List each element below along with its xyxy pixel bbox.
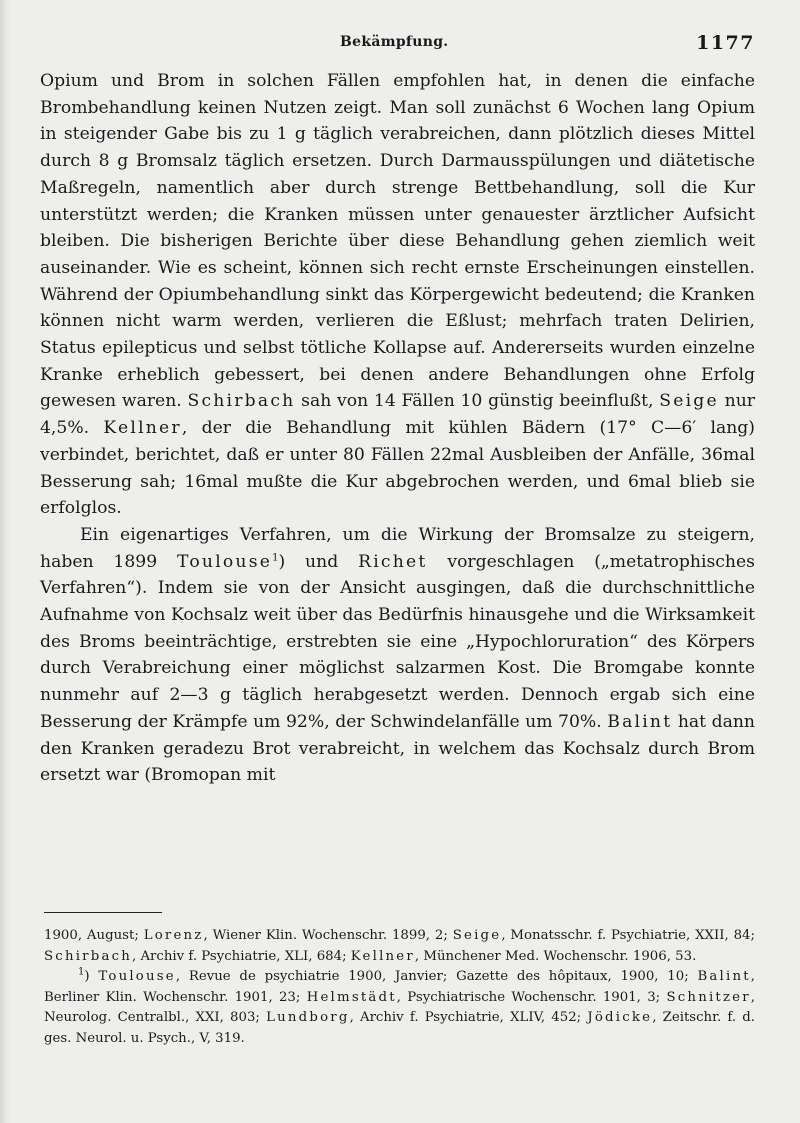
author-name: Seige xyxy=(659,391,719,412)
footnote-continuation xyxy=(44,926,755,967)
text-run: , Archiv f. Psychiatrie, XLI, 684; xyxy=(131,948,351,964)
text-run: , Revue de psychiatrie 1900, Janvier; Gazette des hôpitaux, 1900, 10; xyxy=(175,969,698,984)
footnote-rule xyxy=(44,912,162,913)
author-name: Schirbach xyxy=(44,948,132,964)
text-run: , der die Behandlung mit kühlen Bädern (17° C—6′ lang) verbindet, berichtet, daß er unter 80 Fällen 22mal Ausbleiben der Anfälle, 36mal Besserung sah; 16mal mußte die Kur abgebrochen werden, und 6mal blieb sie erfolglos. xyxy=(40,418,755,519)
text-run: Ein eigenartiges Verfahren, um die Wirkung der Bromsalze zu steigern, haben 1899 xyxy=(40,524,755,572)
text-run: , Berliner Klin. Wochenschr. 1901, 23; xyxy=(44,969,755,1005)
text-run: , Zeitschr. f. d. ges. Neurol. u. Psych., V, 319. xyxy=(44,1010,756,1046)
author-name: Kellner xyxy=(103,418,182,439)
text-run: hat dann den Kranken geradezu Brot verabreicht, in welchem das Kochsalz durch Brom ersetzt war (Bromopan mit xyxy=(40,711,755,786)
text-run: 1900, August; xyxy=(44,928,144,943)
author-name: Balint xyxy=(607,711,673,732)
footnote-marker: 1 xyxy=(78,966,85,978)
running-head: Bekämpfung. xyxy=(340,34,449,50)
text-run: sah von 14 Fällen 10 günstig beeinflußt, xyxy=(295,391,660,412)
author-name: Kellner xyxy=(350,948,415,964)
text-run: Opium und Brom in solchen Fällen empfohlen hat, in denen die einfache Brombehandlung keinen Nutzen zeigt. Man soll zunächst 6 Wochen lang Opium in steigender Gabe bis zu 1 g täglich verabreichen, dann plötzlich dieses Mittel durch 8 g Bromsalz täglich ersetzen. Durch Darmausspülungen und diätetische Maßregeln, namentlich aber durch strenge Bettbehandlung, soll die Kur unterstützt werden; die Kranken müssen unter genauester ärztlicher Aufsicht bleiben. Die bisherigen Berichte über diese Behandlung gehen ziemlich weit auseinander. Wie es scheint, können sich recht ernste Erscheinungen einstellen. Während der Opiumbehandlung sinkt das Körpergewicht bedeutend; die Kranken können nicht warm werden, verlieren die Eßlust; mehrfach traten Delirien, Status epilepticus und selbst tötliche Kollapse auf. Andererseits wurden einzelne Kranke erheblich gebessert, bei denen andere Behandlungen ohne Erfolg gewesen waren. xyxy=(40,71,755,412)
author-name: Toulouse xyxy=(177,551,273,572)
author-name: Lundborg xyxy=(266,1010,350,1025)
paragraph xyxy=(40,68,755,522)
text-run: , Neurolog. Centralbl., XXI, 803; xyxy=(44,989,756,1025)
text-run: , Psychiatrische Wochenschr. 1901, 3; xyxy=(396,989,667,1005)
page-number: 1177 xyxy=(696,32,755,54)
paragraph xyxy=(40,522,755,789)
author-name: Helmstädt xyxy=(306,989,397,1005)
text-run: , Archiv f. Psychiatrie, XLIV, 452; xyxy=(349,1010,588,1025)
main-text xyxy=(40,68,755,789)
text-run: , Wiener Klin. Wochenschr. 1899, 2; xyxy=(203,928,453,943)
author-name: Jödicke xyxy=(587,1010,653,1025)
author-name: Lorenz xyxy=(143,928,204,943)
text-run: , Münchener Med. Wochenschr. 1906, 53. xyxy=(414,948,697,964)
text-run: , Monatsschr. f. Psychiatrie, XXII, 84; xyxy=(501,928,755,943)
text-run: ) und xyxy=(278,551,359,572)
page-header xyxy=(40,30,755,60)
author-name: Richet xyxy=(358,551,428,572)
author-name: Schirbach xyxy=(187,391,296,412)
footnote xyxy=(44,967,755,1049)
footnote-marker: 1 xyxy=(272,551,279,563)
text-run: nur 4,5%. xyxy=(40,391,755,439)
author-name: Seige xyxy=(452,928,502,943)
author-name: Toulouse xyxy=(98,969,176,984)
text-run: ) xyxy=(84,969,99,984)
footnotes xyxy=(44,926,755,1049)
author-name: Schnitzer xyxy=(666,989,751,1005)
page-edge-shadow xyxy=(0,0,10,1123)
text-run: vorgeschlagen („metatrophisches Verfahren“). Indem sie von der Ansicht ausgingen, daß die durchschnittliche Aufnahme von Kochsalz weit über das Bedürfnis hinausgehe und die Wirksamkeit des Broms beeinträchtige, erstrebten sie eine „Hypochloruration“ des Körpers durch Verabreichung einer möglichst salzarmen Kost. Die Bromgabe konnte nunmehr auf 2—3 g täglich herabgesetzt werden. Dennoch ergab sich eine Besserung der Krämpfe um 92%, der Schwindelanfälle um 70%. xyxy=(40,551,755,732)
author-name: Balint xyxy=(697,969,751,984)
